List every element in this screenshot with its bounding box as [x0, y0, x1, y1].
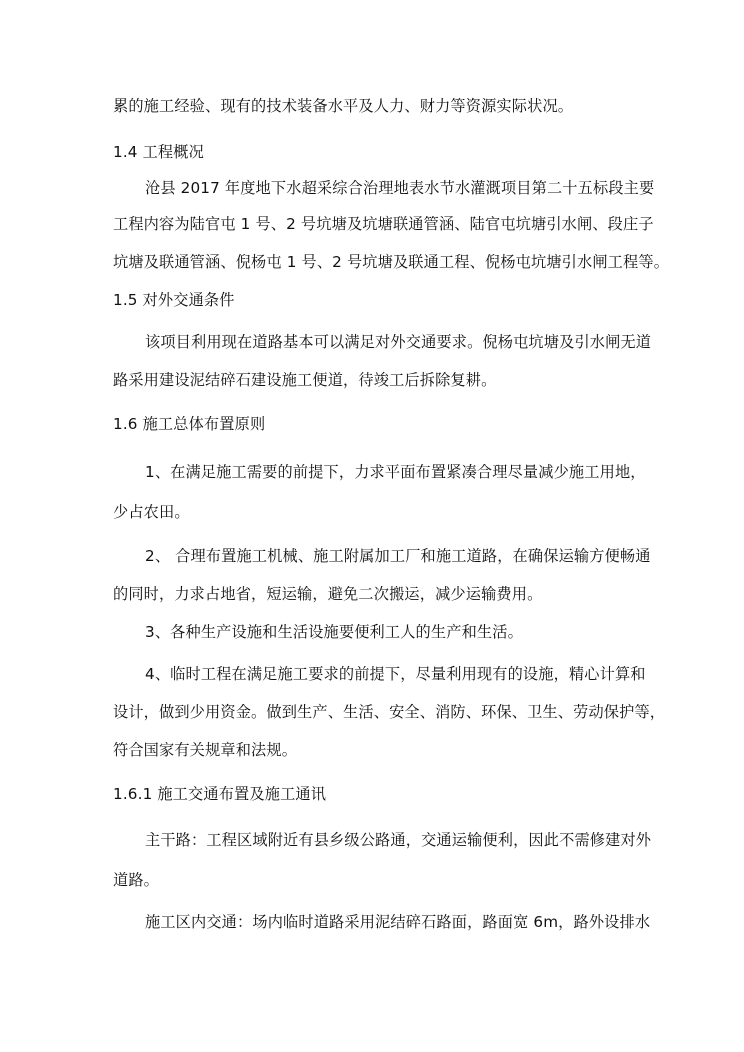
- paragraph-line: 沧县 2017 年度地下水超采综合治理地表水节水灌溉项目第二十五标段主要: [145, 179, 655, 197]
- paragraph-line: 累的施工经验、现有的技术装备水平及人力、财力等资源实际状况。: [113, 97, 574, 115]
- list-item-1: 1、在满足施工需要的前提下，力求平面布置紧凑合理尽量减少施工用地，: [145, 463, 646, 481]
- section-heading-1-4: 1.4 工程概况: [113, 143, 204, 161]
- section-heading-1-6-1: 1.6.1 施工交通布置及施工通讯: [113, 785, 327, 803]
- list-item-2: 2、 合理布置施工机械、施工附属加工厂和施工道路，在确保运输方便畅通: [145, 547, 651, 565]
- list-item-4-continuation: 设计，做到少用资金。做到生产、生活、安全、消防、环保、卫生、劳动保护等，: [113, 703, 666, 721]
- list-item-3: 3、各种生产设施和生活设施要便利工人的生产和生活。: [145, 623, 523, 641]
- list-item-1-continuation: 少占农田。: [113, 503, 190, 521]
- paragraph-line: 坑塘及联通管涵、倪杨屯 1 号、2 号坑塘及联通工程、倪杨屯坑塘引水闸工程等。: [113, 253, 670, 271]
- paragraph-line: 主干路：工程区域附近有县乡级公路通，交通运输便利，因此不需修建对外: [145, 831, 652, 849]
- section-heading-1-6: 1.6 施工总体布置原则: [113, 415, 266, 433]
- section-heading-1-5: 1.5 对外交通条件: [113, 291, 235, 309]
- paragraph-line: 工程内容为陆官屯 1 号、2 号坑塘及坑塘联通管涵、陆官屯坑塘引水闸、段庄子: [113, 215, 654, 233]
- paragraph-line: 施工区内交通：场内临时道路采用泥结碎石路面，路面宽 6m，路外设排水: [145, 913, 651, 931]
- paragraph-line: 该项目利用现在道路基本可以满足对外交通要求。倪杨屯坑塘及引水闸无道: [145, 333, 652, 351]
- paragraph-line: 路采用建设泥结碎石建设施工便道，待竣工后拆除复耕。: [113, 371, 497, 389]
- list-item-4-continuation: 符合国家有关规章和法规。: [113, 741, 298, 759]
- list-item-2-continuation: 的同时，力求占地省，短运输，避免二次搬运，减少运输费用。: [113, 585, 543, 603]
- paragraph-line: 道路。: [113, 871, 160, 889]
- list-item-4: 4、临时工程在满足施工要求的前提下，尽量利用现有的设施，精心计算和: [145, 665, 646, 683]
